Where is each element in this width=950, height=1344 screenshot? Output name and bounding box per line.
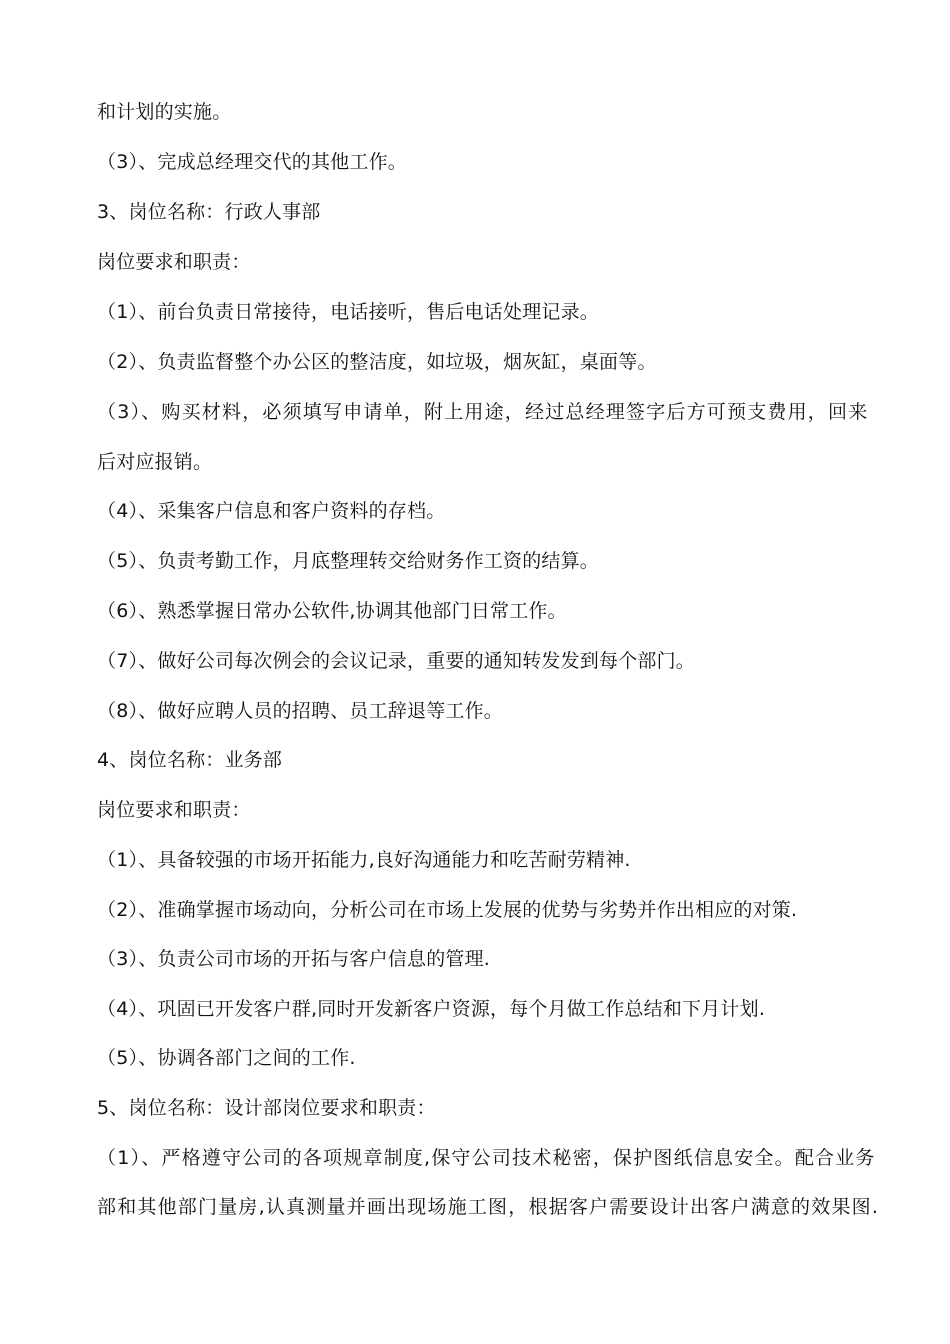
- text-line: （3）、完成总经理交代的其他工作。: [97, 151, 407, 173]
- section-heading: 3、岗位名称：行政人事部: [97, 201, 321, 223]
- subheading: 岗位要求和职责：: [97, 251, 251, 273]
- section-heading: 4、岗位名称：业务部: [97, 749, 283, 771]
- list-item: （1）、前台负责日常接待，电话接听，售后电话处理记录。: [97, 301, 599, 323]
- list-item: （1）、严格遵守公司的各项规章制度,保守公司技术秘密，保护图纸信息安全。配合业务: [97, 1147, 876, 1169]
- list-item: （8）、做好应聘人员的招聘、员工辞退等工作。: [97, 700, 503, 722]
- text-line: 和计划的实施。: [97, 101, 232, 123]
- list-item: （6）、熟悉掌握日常办公软件,协调其他部门日常工作。: [97, 600, 567, 622]
- list-item: （4）、巩固已开发客户群,同时开发新客户资源，每个月做工作总结和下月计划.: [97, 998, 766, 1020]
- list-item: （5）、协调各部门之间的工作.: [97, 1047, 356, 1069]
- list-item: （2）、准确掌握市场动向，分析公司在市场上发展的优势与劣势并作出相应的对策.: [97, 899, 798, 921]
- list-item: （7）、做好公司每次例会的会议记录，重要的通知转发发到每个部门。: [97, 650, 695, 672]
- list-item-continuation: 部和其他部门量房,认真测量并画出现场施工图，根据客户需要设计出客户满意的效果图.: [97, 1196, 880, 1218]
- list-item: （4）、采集客户信息和客户资料的存档。: [97, 500, 446, 522]
- list-item: （5）、负责考勤工作，月底整理转交给财务作工资的结算。: [97, 550, 599, 572]
- list-item: （3）、负责公司市场的开拓与客户信息的管理.: [97, 948, 491, 970]
- list-item-continuation: 后对应报销。: [97, 451, 213, 473]
- list-item: （3）、购买材料，必须填写申请单，附上用途，经过总经理签字后方可预支费用，回来: [97, 401, 869, 423]
- list-item: （2）、负责监督整个办公区的整洁度，如垃圾，烟灰缸，桌面等。: [97, 351, 657, 373]
- subheading: 岗位要求和职责：: [97, 799, 251, 821]
- list-item: （1）、具备较强的市场开拓能力,良好沟通能力和吃苦耐劳精神.: [97, 849, 631, 871]
- section-heading: 5、岗位名称：设计部岗位要求和职责：: [97, 1097, 436, 1119]
